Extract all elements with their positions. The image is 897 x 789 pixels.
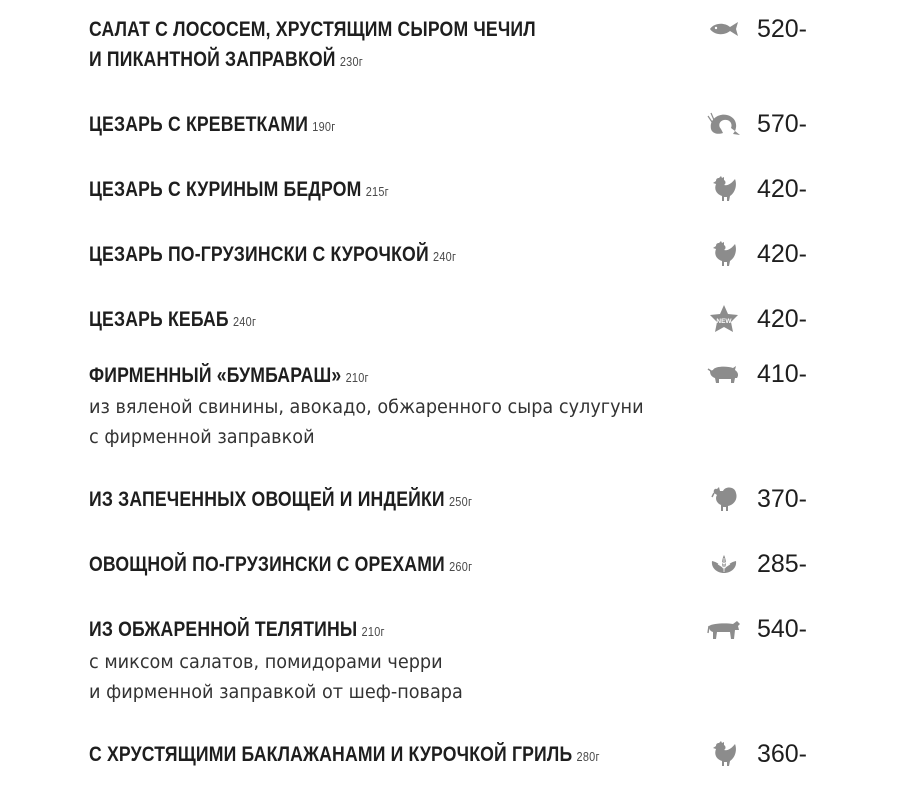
dish-price: 570- [756, 110, 807, 138]
dish-title-line: ЦЕЗАРЬ КЕБАБ [89, 308, 229, 331]
svg-text:NEW: NEW [716, 318, 732, 325]
dish-weight: 250г [448, 494, 473, 509]
dish-title-line: САЛАТ С ЛОСОСЕМ, ХРУСТЯЩИМ СЫРОМ ЧЕЧИЛ [89, 18, 536, 41]
dish-title-line: ЦЕЗАРЬ ПО-ГРУЗИНСКИ С КУРОЧКОЙ [89, 243, 429, 266]
dish-weight: 240г [433, 249, 457, 264]
dish-price: 540- [756, 615, 807, 643]
dish-price: 520- [756, 15, 807, 43]
shrimp-icon [706, 109, 742, 139]
dish-weight: 230г [339, 54, 364, 69]
dish-title-line: ИЗ ОБЖАРЕННОЙ ТЕЛЯТИНЫ [89, 618, 358, 641]
dish-title-line: И ПИКАНТНОЙ ЗАПРАВКОЙ [89, 48, 336, 71]
dish-price: 420- [756, 305, 807, 333]
dish-price: 285- [756, 550, 807, 578]
dish-description-line: с миксом салатов, помидорами черри [89, 651, 443, 673]
dish-description-line: с фирменной заправкой [89, 426, 315, 448]
chicken-icon [706, 739, 742, 769]
dish-title-line: ЦЕЗАРЬ С КРЕВЕТКАМИ [89, 113, 309, 136]
dish-title [89, 110, 336, 142]
dish-price: 360- [756, 740, 807, 768]
dish-weight: 240г [232, 314, 257, 329]
dish-price: 420- [756, 240, 807, 268]
cow-icon [706, 614, 742, 644]
dish-title-line: ЦЕЗАРЬ С КУРИНЫМ БЕДРОМ [89, 178, 362, 201]
dish-weight: 210г [345, 370, 369, 385]
dish-weight: 210г [361, 624, 385, 639]
dish-description [89, 392, 644, 452]
dish-title [89, 550, 472, 582]
dish-price: 420- [756, 175, 807, 203]
dish-description-line: из вяленой свинины, авокадо, обжаренного сыра сулугуни [89, 396, 644, 418]
dish-title [89, 15, 536, 77]
dish-title [89, 240, 456, 272]
dish-title [89, 175, 389, 207]
new-star-icon [706, 304, 742, 334]
dish-title-line: ФИРМЕННЫЙ «БУМБАРАШ» [89, 364, 342, 387]
dish-price: 370- [756, 485, 807, 513]
dish-title [89, 740, 600, 772]
dish-weight: 215г [365, 184, 389, 199]
dish-title-line: С ХРУСТЯЩИМИ БАКЛАЖАНАМИ И КУРОЧКОЙ ГРИЛЬ [89, 743, 573, 766]
dish-title [89, 615, 385, 647]
dish-description [89, 647, 463, 707]
chicken-icon [706, 174, 742, 204]
dish-weight: 190г [312, 119, 336, 134]
dish-description-line: и фирменной заправкой от шеф-повара [89, 681, 463, 703]
dish-title [89, 361, 369, 393]
dish-title [89, 305, 256, 337]
chicken-icon [706, 239, 742, 269]
dish-price: 410- [756, 360, 807, 388]
dish-weight: 260г [449, 559, 473, 574]
fish-icon [706, 14, 742, 44]
pig-icon [706, 359, 742, 389]
dish-title-line: ОВОЩНОЙ ПО-ГРУЗИНСКИ С ОРЕХАМИ [89, 553, 445, 576]
dish-title [89, 485, 472, 517]
dish-title-line: ИЗ ЗАПЕЧЕННЫХ ОВОЩЕЙ И ИНДЕЙКИ [89, 488, 445, 511]
turkey-icon [706, 484, 742, 514]
leaf-icon [706, 549, 742, 579]
dish-weight: 280г [576, 749, 600, 764]
